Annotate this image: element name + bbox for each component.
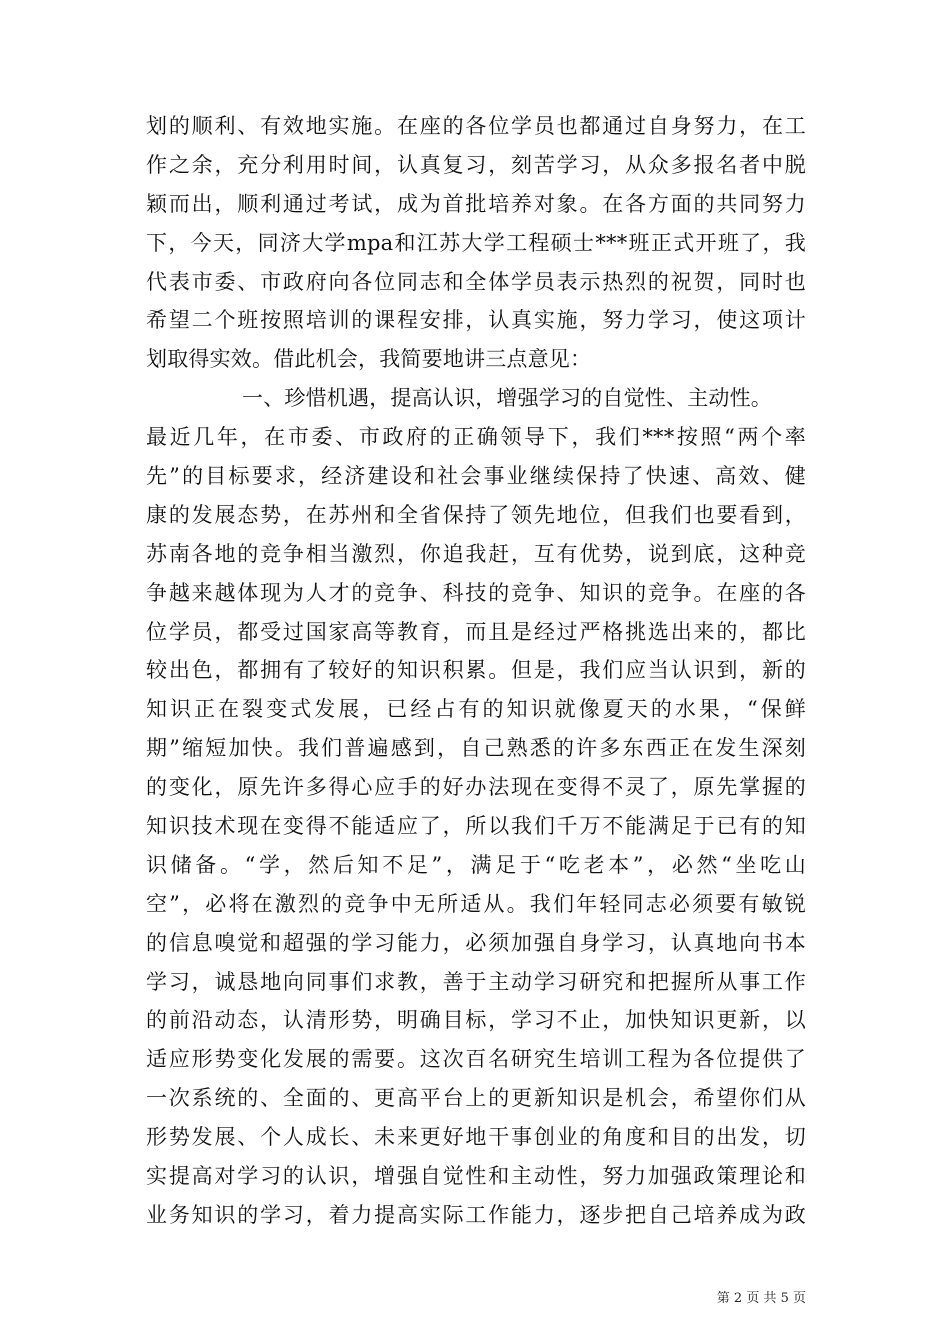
text-line: 代表市委、市政府向各位同志和全体学员表示热烈的祝贺，同时也 [146,269,806,294]
text-line: 苏南各地的竞争相当激烈，你追我赶，互有优势，说到底，这种竞 [146,541,806,566]
text-line: 希望二个班按照培训的课程安排，认真实施，努力学习，使这项计 [146,308,806,333]
text-line: 形势发展、个人成长、未来更好地干事创业的角度和目的出发，切 [146,1125,806,1150]
text-line: 康的发展态势，在苏州和全省保持了领先地位，但我们也要看到， [146,502,806,527]
text-line: 知识正在裂变式发展，已经占有的知识就像夏天的水果，“保鲜 [146,697,806,722]
text-line: 先”的目标要求，经济建设和社会事业继续保持了快速、高效、健 [146,464,806,489]
body-text [146,107,806,1235]
text-line: 最近几年，在市委、市政府的正确领导下，我们***按照“两个率 [146,425,806,450]
text-line: 作之余，充分利用时间，认真复习，刻苦学习，从众多报名者中脱 [146,152,806,177]
text-line: 业务知识的学习，着力提高实际工作能力，逐步把自己培养成为政 [146,1202,806,1227]
text-line: 划取得实效。借此机会，我简要地讲三点意见： [146,347,592,372]
text-line: 位学员，都受过国家高等教育，而且是经过严格挑选出来的，都比 [146,619,806,644]
text-line: 学习，诚恳地向同事们求教，善于主动学习研究和把握所从事工作 [146,969,806,994]
text-line: 颖而出，顺利通过考试，成为首批培养对象。在各方面的共同努力 [146,191,806,216]
text-line: 实提高对学习的认识，增强自觉性和主动性，努力加强政策理论和 [146,1164,806,1189]
text-line: 知识技术现在变得不能适应了，所以我们千万不能满足于已有的知 [146,814,806,839]
text-line: 的变化，原先许多得心应手的好办法现在变得不灵了，原先掌握的 [146,775,806,800]
text-line: 的信息嗅觉和超强的学习能力，必须加强自身学习，认真地向书本 [146,930,806,955]
text-line: 的前沿动态，认清形势，明确目标，学习不止，加快知识更新，以 [146,1008,806,1033]
text-line: 一次系统的、全面的、更高平台上的更新知识是机会，希望你们从 [146,1086,806,1111]
text-line: 期”缩短加快。我们普遍感到，自己熟悉的许多东西正在发生深刻 [146,736,806,761]
text-line: 较出色，都拥有了较好的知识积累。但是，我们应当认识到，新的 [146,658,806,683]
page-number: 第 2 页 共 5 页 [716,1291,806,1306]
text-line: 识储备。“学，然后知不足”，满足于“吃老本”，必然“坐吃山 [146,852,806,877]
text-line: 争越来越体现为人才的竞争、科技的竞争、知识的竞争。在座的各 [146,580,806,605]
text-line: 空”，必将在激烈的竞争中无所适从。我们年轻同志必须要有敏锐 [146,891,806,916]
text-line: 适应形势变化发展的需要。这次百名研究生培训工程为各位提供了 [146,1047,806,1072]
section-heading: 一、珍惜机遇，提高认识，增强学习的自觉性、主动性。 [242,386,772,411]
text-line: 划的顺利、有效地实施。在座的各位学员也都通过自身努力，在工 [146,114,806,138]
text-line: 下，今天，同济大学mpa和江苏大学工程硕士***班正式开班了，我 [146,230,806,255]
